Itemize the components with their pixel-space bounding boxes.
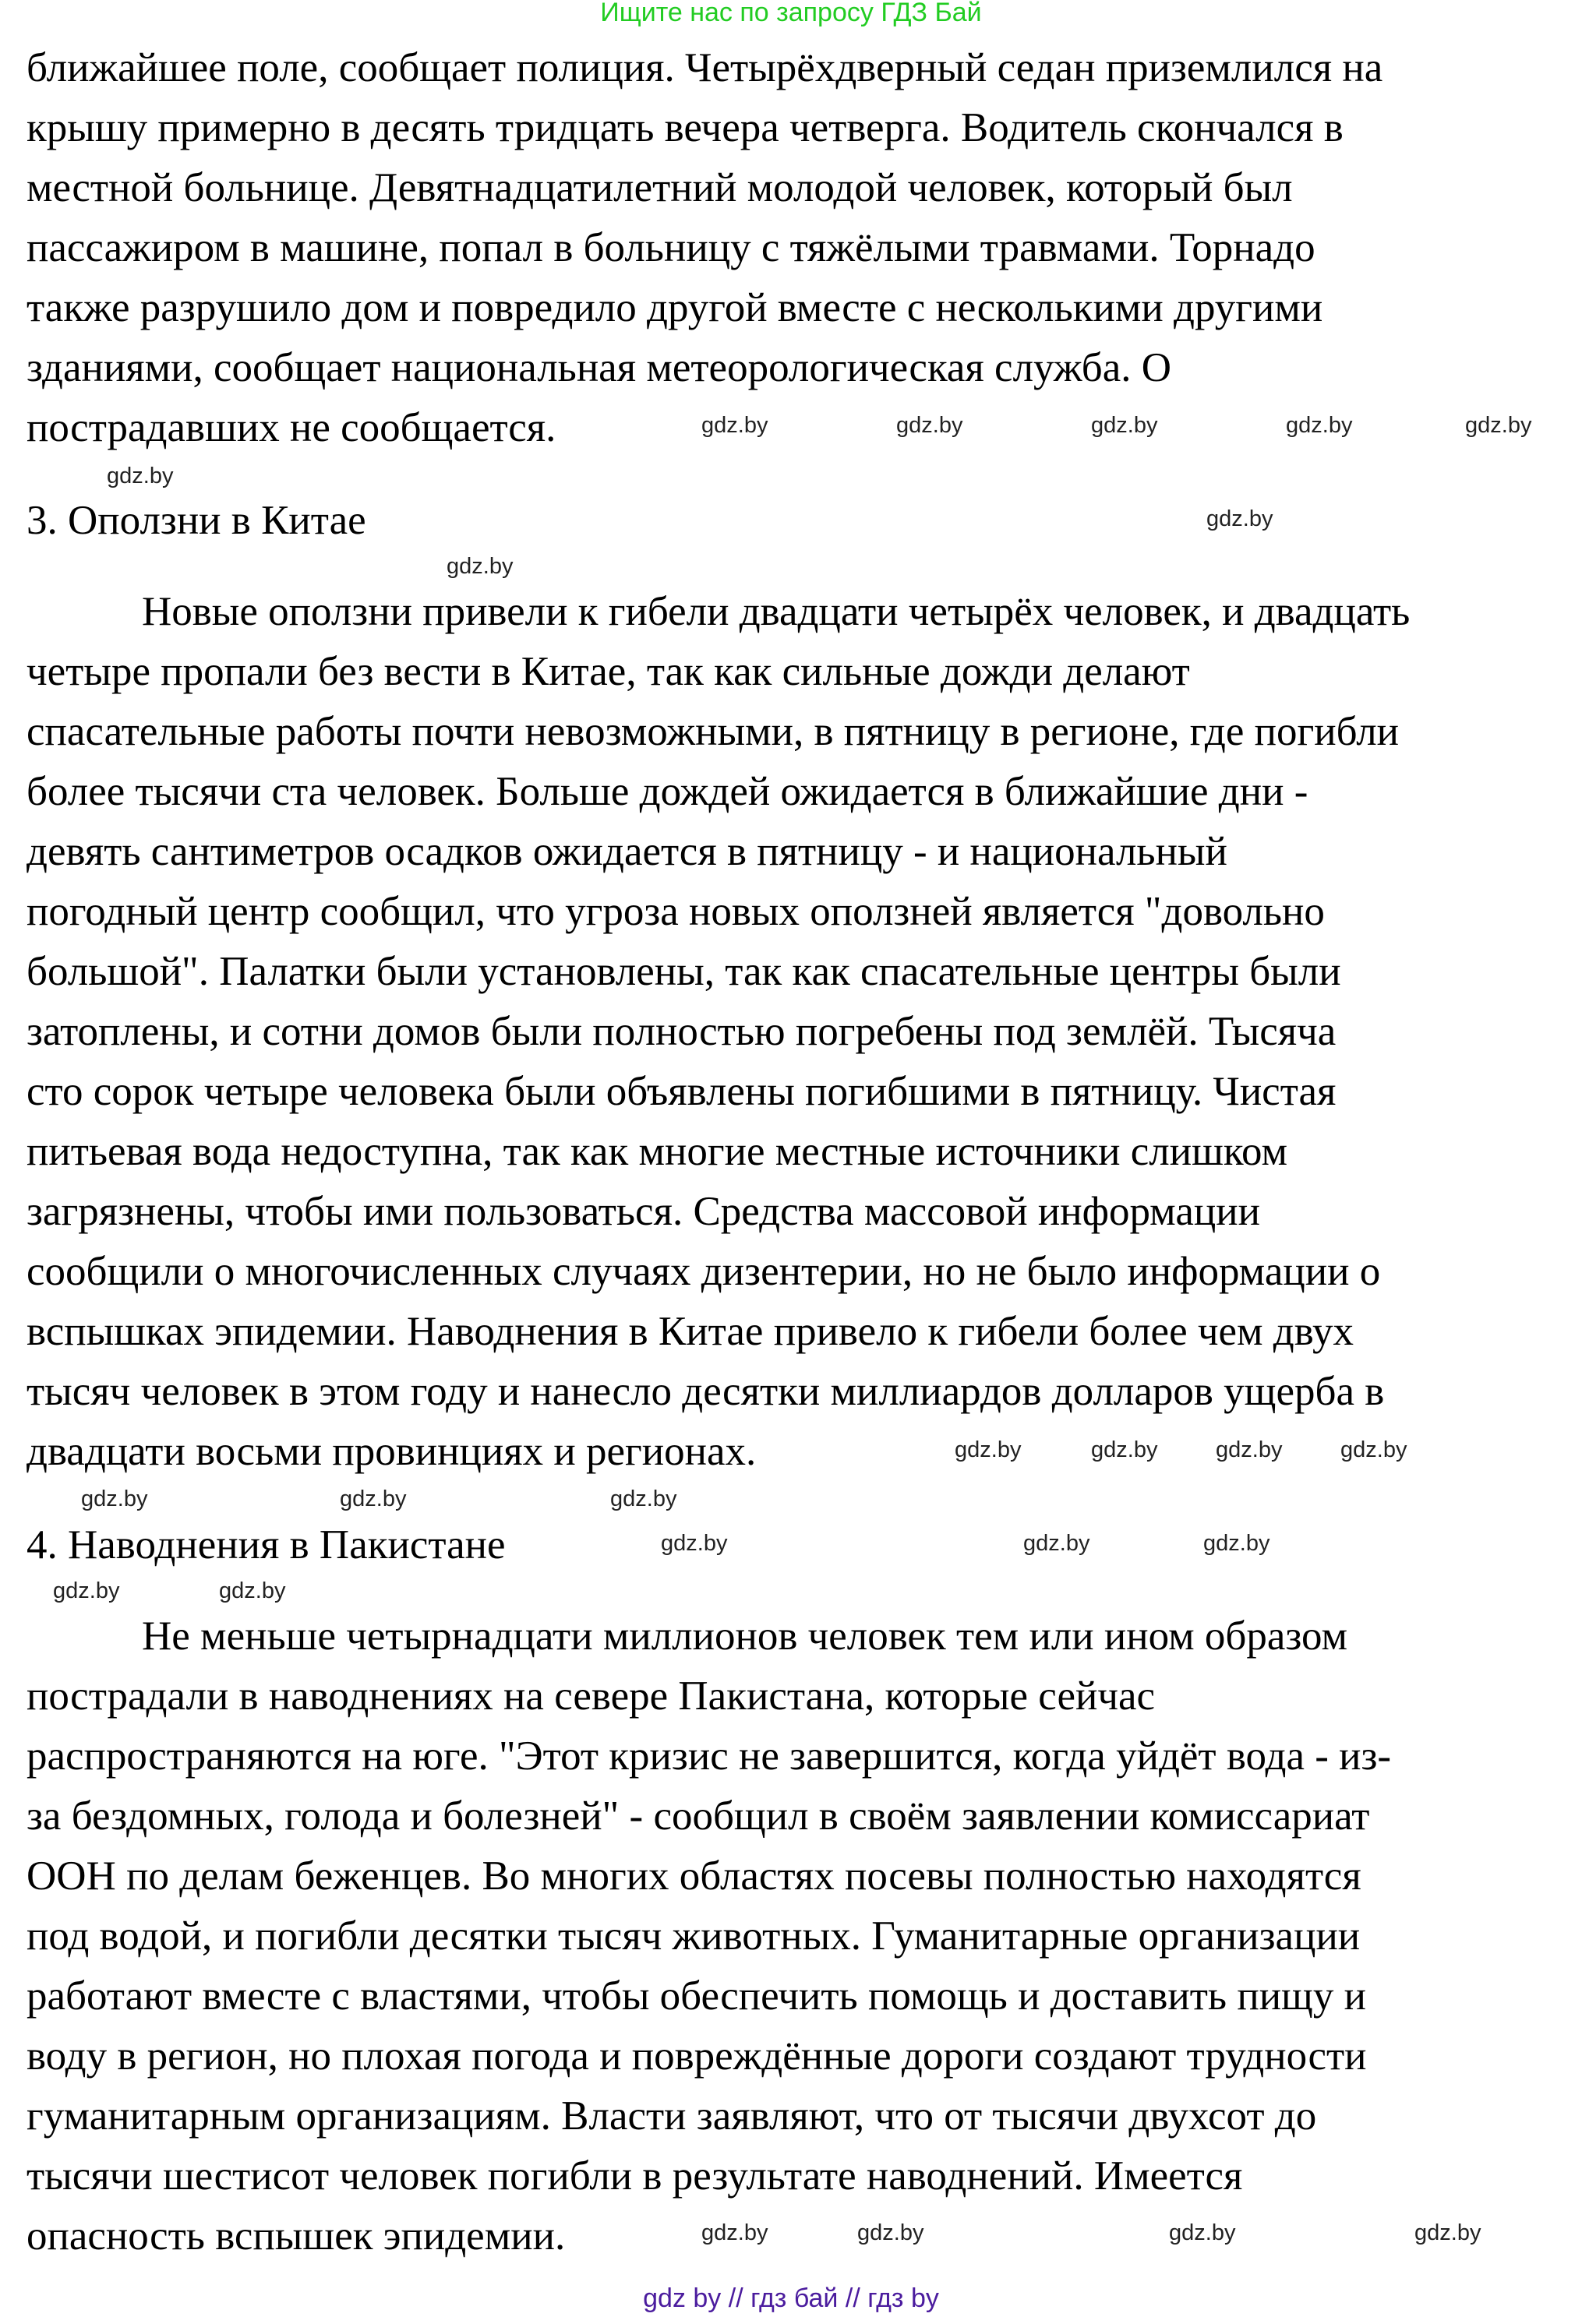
section-heading-floods-pakistan: 4. Наводнения в Пакистане bbox=[26, 1522, 506, 1568]
text-line: питьевая вода недоступна, так как многие местные источники слишком bbox=[26, 1129, 1288, 1174]
watermark: gdz.by bbox=[610, 1486, 677, 1511]
paragraph-tornado-continued bbox=[26, 38, 1382, 458]
text-line: ООН по делам беженцев. Во многих областях посевы полностью находятся bbox=[26, 1853, 1361, 1899]
text-line: крышу примерно в десять тридцать вечера четверга. Водитель скончался в bbox=[26, 105, 1344, 150]
text-line: спасательные работы почти невозможными, в пятницу в регионе, где погибли bbox=[26, 709, 1400, 754]
text-line: ближайшее поле, сообщает полиция. Четырёхдверный седан приземлился на bbox=[26, 45, 1383, 90]
watermark: gdz.by bbox=[53, 1578, 120, 1603]
text-line: загрязнены, чтобы ими пользоваться. Средства массовой информации bbox=[26, 1189, 1260, 1234]
text-line: опасность вспышек эпидемии. bbox=[26, 2213, 566, 2259]
text-line: местной больнице. Девятнадцатилетний молодой человек, который был bbox=[26, 165, 1293, 210]
paragraph-landslides-china bbox=[26, 582, 1410, 1482]
text-line: гуманитарным организациям. Власти заявляют, что от тысячи двухсот до bbox=[26, 2093, 1317, 2139]
watermark: gdz.by bbox=[1414, 2220, 1481, 2245]
text-line: большой". Палатки были установлены, так как спасательные центры были bbox=[26, 949, 1341, 994]
watermark: gdz.by bbox=[1216, 1437, 1283, 1462]
watermark: gdz.by bbox=[701, 413, 768, 438]
watermark: gdz.by bbox=[896, 413, 963, 438]
text-line: тысяч человек в этом году и нанесло десятки миллиардов долларов ущерба в bbox=[26, 1369, 1385, 1414]
paragraph-floods-pakistan bbox=[26, 1606, 1391, 2266]
watermark: gdz.by bbox=[1023, 1531, 1090, 1556]
watermark: gdz.by bbox=[661, 1531, 728, 1556]
text-line: зданиями, сообщает национальная метеорологическая служба. О bbox=[26, 345, 1172, 390]
text-line: сто сорок четыре человека были объявлены погибшими в пятницу. Чистая bbox=[26, 1069, 1337, 1114]
watermark: gdz.by bbox=[1169, 2220, 1236, 2245]
text-line: вспышках эпидемии. Наводнения в Китае привело к гибели более чем двух bbox=[26, 1309, 1354, 1354]
top-banner: Ищите нас по запросу ГДЗ Бай bbox=[600, 0, 982, 27]
text-line: Новые оползни привели к гибели двадцати четырёх человек, и двадцать bbox=[142, 589, 1411, 634]
watermark: gdz.by bbox=[1286, 413, 1353, 438]
section-heading-landslides-china: 3. Оползни в Китае bbox=[26, 498, 366, 543]
watermark: gdz.by bbox=[701, 2220, 768, 2245]
text-line: пострадали в наводнениях на севере Пакистана, которые сейчас bbox=[26, 1673, 1156, 1719]
text-line: за бездомных, голода и болезней" - сообщил в своём заявлении комиссариат bbox=[26, 1793, 1370, 1839]
text-line: погодный центр сообщил, что угроза новых оползней является "довольно bbox=[26, 889, 1325, 934]
watermark: gdz.by bbox=[219, 1578, 286, 1603]
text-line: тысячи шестисот человек погибли в результате наводнений. Имеется bbox=[26, 2153, 1243, 2199]
watermark: gdz.by bbox=[1203, 1531, 1270, 1556]
watermark: gdz.by bbox=[1340, 1437, 1407, 1462]
watermark: gdz.by bbox=[1091, 1437, 1158, 1462]
watermark: gdz.by bbox=[1465, 413, 1532, 438]
text-line: четыре пропали без вести в Китае, так как сильные дожди делают bbox=[26, 649, 1190, 694]
watermark: gdz.by bbox=[857, 2220, 924, 2245]
watermark: gdz.by bbox=[1091, 413, 1158, 438]
text-line: двадцати восьми провинциях и регионах. bbox=[26, 1429, 757, 1474]
text-line: затоплены, и сотни домов были полностью погребены под землёй. Тысяча bbox=[26, 1009, 1337, 1054]
text-line: более тысячи ста человек. Больше дождей ожидается в ближайшие дни - bbox=[26, 769, 1308, 814]
text-line: девять сантиметров осадков ожидается в пятницу - и национальный bbox=[26, 829, 1227, 874]
watermark: gdz.by bbox=[340, 1486, 407, 1511]
watermark: gdz.by bbox=[1206, 506, 1273, 531]
text-line: Не меньше четырнадцати миллионов человек тем или ином образом bbox=[142, 1613, 1348, 1659]
text-line: пострадавших не сообщается. bbox=[26, 405, 556, 450]
text-line: сообщили о многочисленных случаях дизентерии, но не было информации о bbox=[26, 1249, 1381, 1294]
text-line: работают вместе с властями, чтобы обеспечить помощь и доставить пищу и bbox=[26, 1973, 1366, 2019]
watermark: gdz.by bbox=[955, 1437, 1022, 1462]
text-line: воду в регион, но плохая погода и повреждённые дороги создают трудности bbox=[26, 2033, 1367, 2079]
watermark: gdz.by bbox=[107, 464, 174, 488]
watermark: gdz.by bbox=[81, 1486, 148, 1511]
text-line: также разрушило дом и повредило другой вместе с несколькими другими bbox=[26, 285, 1323, 330]
watermark: gdz.by bbox=[447, 554, 514, 579]
footer-links: gdz by // гдз бай // гдз by bbox=[643, 2283, 939, 2313]
text-line: распространяются на юге. "Этот кризис не завершится, когда уйдёт вода - из- bbox=[26, 1733, 1392, 1779]
text-line: под водой, и погибли десятки тысяч животных. Гуманитарные организации bbox=[26, 1913, 1361, 1959]
text-line: пассажиром в машине, попал в больницу с тяжёлыми травмами. Торнадо bbox=[26, 225, 1315, 270]
